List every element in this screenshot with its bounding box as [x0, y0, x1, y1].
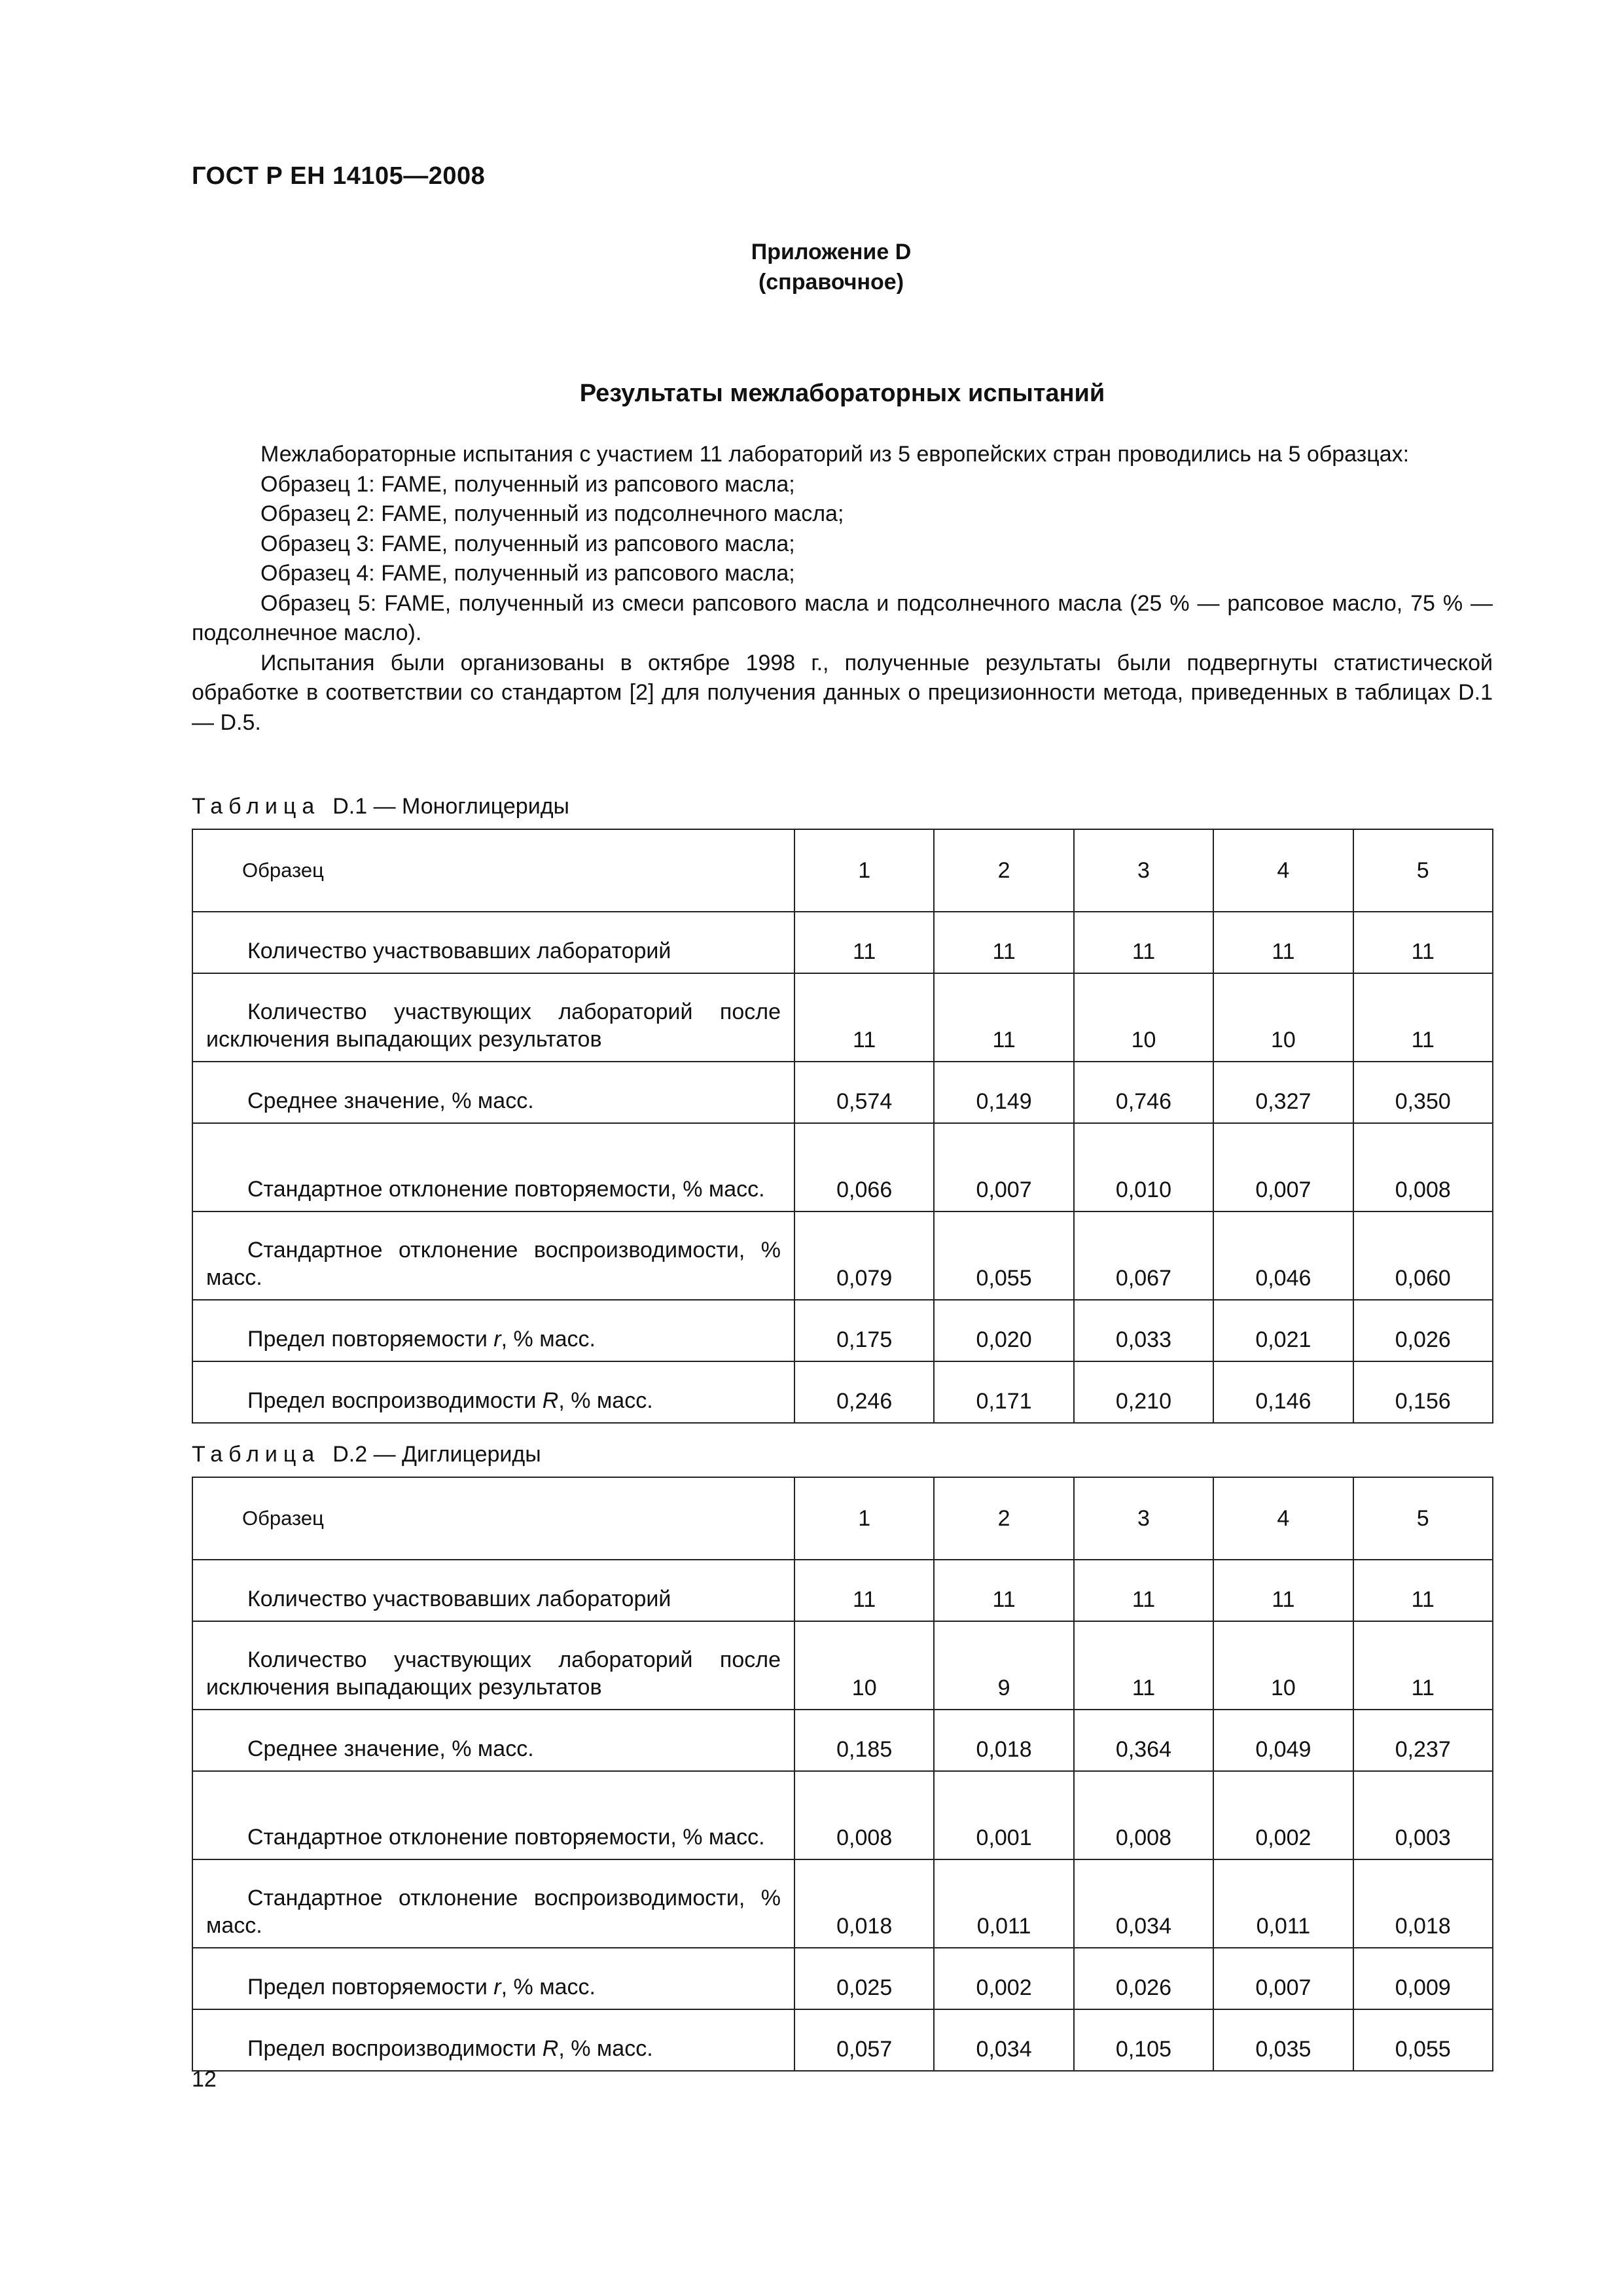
intro-paragraph: Межлабораторные испытания с участием 11 лабораторий из 5 европейских стран проводились на 5 образцах: — [260, 442, 1410, 467]
table-row — [192, 2009, 1493, 2071]
table-cell: 11 — [934, 973, 1073, 1062]
table-cell: 0,001 — [934, 1771, 1073, 1859]
table-cell: 10 — [1213, 1621, 1353, 1710]
table-header-row — [192, 829, 1493, 912]
table-caption-text: D.1 — Моноглицериды — [332, 794, 569, 819]
table-cell: 0,156 — [1353, 1361, 1493, 1423]
table-cell: 0,066 — [794, 1123, 934, 1211]
row-label: Количество участвовавших лабораторий — [192, 1560, 794, 1621]
table-cell: 0,171 — [934, 1361, 1073, 1423]
table-cell: 10 — [1213, 973, 1353, 1062]
table-cell: 10 — [1074, 973, 1213, 1062]
row-label: Количество участвовавших лабораторий — [192, 912, 794, 973]
table-cell: 0,020 — [934, 1300, 1073, 1361]
table-cell: 9 — [934, 1621, 1073, 1710]
table-cell: 11 — [1074, 1621, 1213, 1710]
table-row — [192, 1859, 1493, 1948]
table-row — [192, 973, 1493, 1062]
table-diglycerides — [192, 1477, 1493, 2072]
table-cell: 0,210 — [1074, 1361, 1213, 1423]
header-cell: 3 — [1074, 829, 1213, 912]
header-cell: Образец — [192, 829, 794, 912]
table-cell: 11 — [1074, 912, 1213, 973]
table-caption — [192, 794, 569, 819]
table-cell: 0,067 — [1074, 1211, 1213, 1300]
table-cell: 0,002 — [1213, 1771, 1353, 1859]
table-cell: 0,007 — [1213, 1948, 1353, 2009]
table-cell: 0,350 — [1353, 1062, 1493, 1123]
table-row — [192, 1948, 1493, 2009]
table-cell: 0,105 — [1074, 2009, 1213, 2071]
header-cell: 4 — [1213, 829, 1353, 912]
table-row — [192, 1771, 1493, 1859]
table-cell: 0,025 — [794, 1948, 934, 2009]
row-label: Стандартное отклонение воспроизводимости, % масс. — [192, 1211, 794, 1300]
table-cell: 0,018 — [934, 1710, 1073, 1771]
header-cell: 5 — [1353, 829, 1493, 912]
table-cell: 0,149 — [934, 1062, 1073, 1123]
table-cell: 11 — [794, 1560, 934, 1621]
page-number: 12 — [192, 2067, 217, 2092]
header-cell: 4 — [1213, 1477, 1353, 1560]
table-cell: 11 — [1353, 973, 1493, 1062]
table-cell: 0,010 — [1074, 1123, 1213, 1211]
row-label: Стандартное отклонение повторяемости, % масс. — [192, 1771, 794, 1859]
table-row — [192, 1300, 1493, 1361]
table-cell: 0,021 — [1213, 1300, 1353, 1361]
table-cell: 11 — [934, 912, 1073, 973]
table-cell: 0,327 — [1213, 1062, 1353, 1123]
sample-item: Образец 4: FAME, полученный из рапсового масла; — [260, 561, 795, 586]
table-cell: 0,237 — [1353, 1710, 1493, 1771]
table-cell: 11 — [1213, 912, 1353, 973]
table-cell: 0,034 — [934, 2009, 1073, 2071]
sample-item: Образец 5: FAME, полученный из смеси рапсового масла и подсолнечного масла (25 % — рапсовое масло, 75 % — подсолнечное масло). — [192, 590, 1493, 645]
table-cell: 0,007 — [934, 1123, 1073, 1211]
intro-paragraph: Испытания были организованы в октябре 1998 г., полученные результаты были подвергнуты статистической обработке в соответствии со стандартом [2] для получения данных о прецизионности метода, приведенных в таблицах D.1 — D.5. — [192, 650, 1493, 735]
table-caption-text: D.2 — Диглицериды — [332, 1442, 541, 1467]
table-cell: 0,026 — [1353, 1300, 1493, 1361]
table-cell: 0,009 — [1353, 1948, 1493, 2009]
header-cell: 1 — [794, 1477, 934, 1560]
table-cell: 0,003 — [1353, 1771, 1493, 1859]
table-cell: 0,746 — [1074, 1062, 1213, 1123]
row-label: Количество участвующих лабораторий после исключения выпадающих результатов — [192, 973, 794, 1062]
table-cell: 0,046 — [1213, 1211, 1353, 1300]
header-cell: 1 — [794, 829, 934, 912]
appendix-type: (справочное) — [758, 270, 904, 295]
table-cell: 11 — [794, 973, 934, 1062]
table-cell: 0,185 — [794, 1710, 934, 1771]
table-cell: 0,033 — [1074, 1300, 1213, 1361]
intro-text — [192, 440, 1493, 738]
table-cell: 0,079 — [794, 1211, 934, 1300]
table-cell: 0,574 — [794, 1062, 934, 1123]
table-row — [192, 1361, 1493, 1423]
table-caption-word: Таблица — [192, 794, 321, 819]
table-row — [192, 912, 1493, 973]
table-cell: 11 — [1353, 1560, 1493, 1621]
table-cell: 11 — [1353, 1621, 1493, 1710]
table-cell: 0,057 — [794, 2009, 934, 2071]
sample-item: Образец 3: FAME, полученный из рапсового масла; — [260, 531, 795, 556]
row-label: Предел воспроизводимости R, % масс. — [192, 2009, 794, 2071]
table-header-row — [192, 1477, 1493, 1560]
table-cell: 0,175 — [794, 1300, 934, 1361]
table-cell: 11 — [1353, 912, 1493, 973]
row-label: Количество участвующих лабораторий после исключения выпадающих результатов — [192, 1621, 794, 1710]
appendix-heading — [589, 237, 1073, 297]
table-cell: 0,008 — [794, 1771, 934, 1859]
table-cell: 0,055 — [934, 1211, 1073, 1300]
table-row — [192, 1621, 1493, 1710]
header-cell: 2 — [934, 1477, 1073, 1560]
table-cell: 0,008 — [1353, 1123, 1493, 1211]
table-cell: 11 — [1213, 1560, 1353, 1621]
document-header: ГОСТ Р ЕН 14105—2008 — [192, 162, 486, 190]
table-cell: 0,246 — [794, 1361, 934, 1423]
sample-item: Образец 2: FAME, полученный из подсолнечного масла; — [260, 501, 844, 526]
table-cell: 0,026 — [1074, 1948, 1213, 2009]
header-cell: 5 — [1353, 1477, 1493, 1560]
header-cell: 2 — [934, 829, 1073, 912]
table-cell: 0,007 — [1213, 1123, 1353, 1211]
sample-item: Образец 1: FAME, полученный из рапсового масла; — [260, 471, 795, 497]
table-row — [192, 1123, 1493, 1211]
table-cell: 0,055 — [1353, 2009, 1493, 2071]
row-label: Предел воспроизводимости R, % масс. — [192, 1361, 794, 1423]
section-title: Результаты межлабораторных испытаний — [579, 380, 1105, 407]
table-row — [192, 1062, 1493, 1123]
row-label: Стандартное отклонение повторяемости, % масс. — [192, 1123, 794, 1211]
table-caption — [192, 1442, 541, 1467]
appendix-label: Приложение D — [751, 240, 912, 264]
table-row — [192, 1710, 1493, 1771]
table-cell: 0,011 — [934, 1859, 1073, 1948]
row-label: Предел повторяемости r, % масс. — [192, 1948, 794, 2009]
table-cell: 0,060 — [1353, 1211, 1493, 1300]
table-cell: 11 — [1074, 1560, 1213, 1621]
table-cell: 0,146 — [1213, 1361, 1353, 1423]
table-cell: 11 — [794, 912, 934, 973]
row-label: Среднее значение, % масс. — [192, 1710, 794, 1771]
table-cell: 0,049 — [1213, 1710, 1353, 1771]
table-cell: 0,034 — [1074, 1859, 1213, 1948]
table-cell: 10 — [794, 1621, 934, 1710]
table-cell: 0,018 — [794, 1859, 934, 1948]
table-monoglycerides — [192, 829, 1493, 1424]
header-cell: Образец — [192, 1477, 794, 1560]
table-cell: 11 — [934, 1560, 1073, 1621]
table-cell: 0,035 — [1213, 2009, 1353, 2071]
table-caption-word: Таблица — [192, 1442, 321, 1467]
table-cell: 0,002 — [934, 1948, 1073, 2009]
row-label: Среднее значение, % масс. — [192, 1062, 794, 1123]
header-cell: 3 — [1074, 1477, 1213, 1560]
table-cell: 0,018 — [1353, 1859, 1493, 1948]
row-label: Предел повторяемости r, % масс. — [192, 1300, 794, 1361]
table-cell: 0,011 — [1213, 1859, 1353, 1948]
table-cell: 0,364 — [1074, 1710, 1213, 1771]
table-row — [192, 1560, 1493, 1621]
table-cell: 0,008 — [1074, 1771, 1213, 1859]
row-label: Стандартное отклонение воспроизводимости, % масс. — [192, 1859, 794, 1948]
table-row — [192, 1211, 1493, 1300]
